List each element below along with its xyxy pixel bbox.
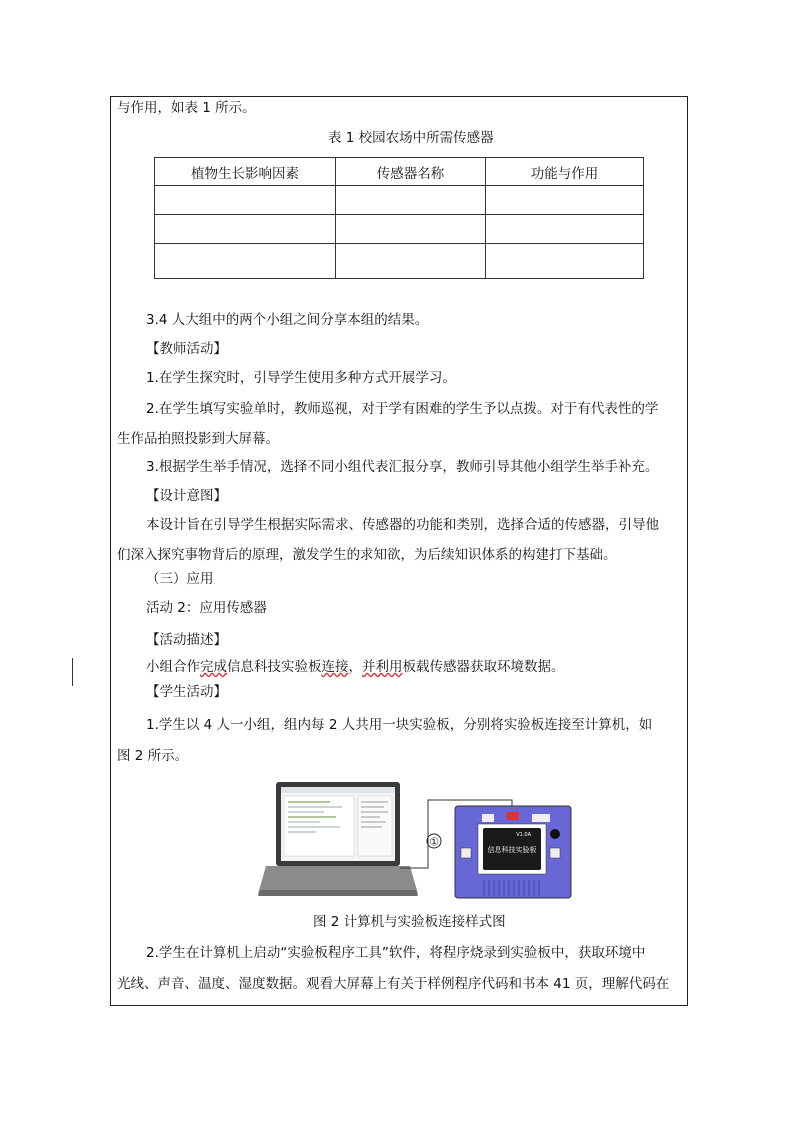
spellcheck-mark: 连接 xyxy=(321,659,349,675)
paragraph-line: 1.学生以 4 人一小组，组内每 2 人共用一块实验板，分别将实验板连接至计算机，如 xyxy=(146,717,653,733)
section-heading: 【教师活动】 xyxy=(146,341,227,357)
table-caption: 表 1 校园农场中所需传感器 xyxy=(328,130,494,146)
table-header-cell: 植物生长影响因素 xyxy=(155,158,336,186)
section-heading: （三）应用 xyxy=(146,571,214,587)
paragraph-line: 图 2 所示。 xyxy=(117,748,189,764)
figure-connection xyxy=(250,776,580,900)
text-run: 板载传感器获取环境数据。 xyxy=(402,659,565,675)
paragraph-line: 2.在学生填写实验单时，教师巡视，对于学有困难的学生予以点拨。对于有代表性的学 xyxy=(146,401,659,417)
table-header-row xyxy=(155,158,644,186)
sensor-table xyxy=(154,157,644,279)
section-heading: 【活动描述】 xyxy=(146,632,227,648)
table-row xyxy=(155,215,644,244)
paragraph-line: 活动 2：应用传感器 xyxy=(146,600,267,616)
spellcheck-mark: 完成 xyxy=(200,659,227,675)
table-row xyxy=(155,244,644,279)
paragraph-line: 们深入探究事物背后的原理，激发学生的求知欲，为后续知识体系的构建打下基础。 xyxy=(117,547,617,563)
table-row xyxy=(155,186,644,215)
paragraph-line: 3.4 人大组中的两个小组之间分享本组的结果。 xyxy=(146,312,429,328)
table-cell[interactable] xyxy=(336,186,486,215)
spellcheck-mark: 并利用 xyxy=(362,659,403,675)
table-cell[interactable] xyxy=(486,215,644,244)
paragraph-line: 2.学生在计算机上启动“实验板程序工具”软件，将程序烧录到实验板中，获取环境中 xyxy=(146,945,646,961)
table-header-cell: 功能与作用 xyxy=(486,158,644,186)
laptop-image xyxy=(258,782,418,896)
table-cell[interactable] xyxy=(336,215,486,244)
text-cursor xyxy=(72,658,73,686)
paragraph-line: 本设计旨在引导学生根据实际需求、传感器的功能和类别，选择合适的传感器，引导他 xyxy=(146,517,659,533)
figure-caption: 图 2 计算机与实验板连接样式图 xyxy=(313,914,506,930)
table-cell[interactable] xyxy=(336,244,486,279)
paragraph-line: 3.根据学生举手情况，选择不同小组代表汇报分享，教师引导其他小组学生举手补充。 xyxy=(146,459,659,475)
paragraph-line: 生作品拍照投影到大屏幕。 xyxy=(117,431,279,447)
paragraph-line: 光线、声音、温度、湿度数据。观看大屏幕上有关于样例程序代码和书本 41 页，理解代码在 xyxy=(117,976,670,992)
table-cell[interactable] xyxy=(486,244,644,279)
table-cell[interactable] xyxy=(155,215,336,244)
section-heading: 【学生活动】 xyxy=(146,684,227,700)
paragraph-line: 1.在学生探究时，引导学生使用多种方式开展学习。 xyxy=(146,370,456,386)
table-header-cell: 传感器名称 xyxy=(336,158,486,186)
table-cell[interactable] xyxy=(155,186,336,215)
text-run: 小组合作 xyxy=(146,659,200,675)
paragraph-line: 与作用，如表 1 所示。 xyxy=(117,100,256,116)
marker-label: ① xyxy=(429,835,439,849)
section-heading: 【设计意图】 xyxy=(146,488,227,504)
table-cell[interactable] xyxy=(155,244,336,279)
paragraph-line xyxy=(146,657,565,677)
board-version: V1.0A xyxy=(516,832,531,838)
board-screen-text: 信息科技实验板 xyxy=(487,846,537,854)
text-run: ， xyxy=(348,659,362,675)
table-cell[interactable] xyxy=(486,186,644,215)
board-image xyxy=(455,806,571,898)
text-run: 信息科技实验板 xyxy=(227,659,322,675)
